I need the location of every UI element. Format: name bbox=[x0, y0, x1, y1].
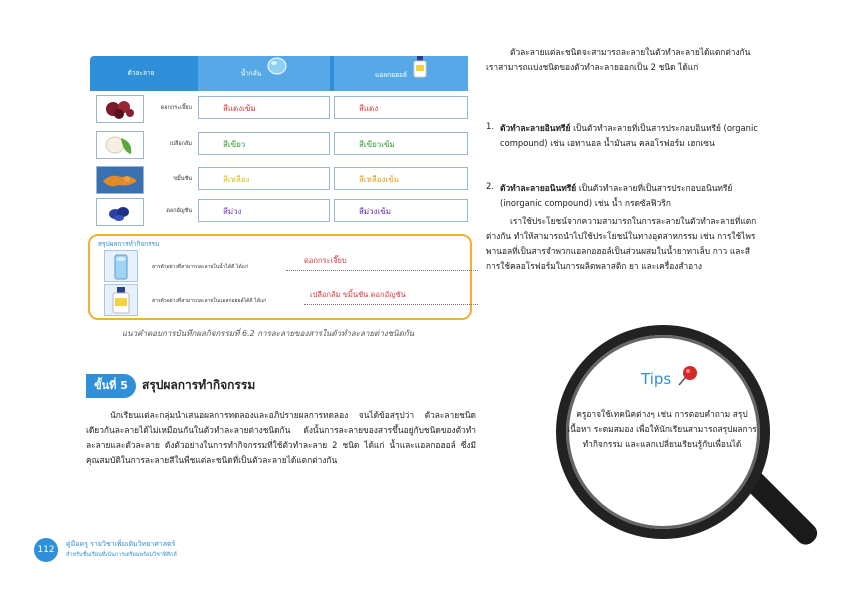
alcohol-bottle-icon bbox=[413, 56, 427, 94]
summary-row-water bbox=[104, 250, 464, 282]
alcohol-result: สีม่วงเข้ม bbox=[334, 199, 468, 222]
step-badge: ขั้นที่ 5 bbox=[86, 374, 136, 398]
table-row bbox=[90, 129, 468, 159]
summary-title: สรุปผลการทำกิจกรรม bbox=[98, 240, 160, 248]
solute-name: ดอกกระเจี๊ยบ bbox=[160, 105, 192, 111]
turmeric-image bbox=[96, 166, 144, 194]
pushpin-icon bbox=[676, 364, 700, 392]
table-row bbox=[90, 196, 468, 226]
list-item-heading: ตัวทำละลายอินทรีย์ bbox=[500, 123, 571, 133]
roselle-image bbox=[96, 95, 144, 123]
table-row bbox=[90, 93, 468, 123]
butterfly-pea-image bbox=[96, 198, 144, 226]
alcohol-result: สีเหลืองเข้ม bbox=[334, 167, 468, 190]
footer-title: คู่มือครู รายวิชาเพิ่มเติมวิทยาศาสตร์ bbox=[66, 540, 176, 548]
water-result: สีแดงเข้ม bbox=[198, 96, 330, 119]
header-water-label: น้ำกลั่น bbox=[240, 69, 262, 78]
list-item bbox=[500, 121, 762, 151]
summary-box bbox=[88, 234, 472, 320]
alcohol-bottle-image bbox=[104, 284, 138, 316]
list-item bbox=[500, 181, 762, 211]
intro-paragraph: ตัวละลายแต่ละชนิดจะสามารถละลายในตัวทำละลายได้แตกต่างกัน เราสามารถแบ่งชนิดของตัวทำละลายออกเป็น 2 ชนิด ได้แก่ bbox=[486, 47, 751, 72]
header-solute: ตัวละลาย bbox=[127, 69, 155, 77]
figure-caption: แนวคำตอบการบันทึกผลกิจกรรมที่ 6.2 การละลายของสารในตัวทำละลายต่างชนิดกัน bbox=[122, 329, 415, 338]
water-result: สีม่วง bbox=[198, 199, 330, 222]
water-beaker-icon bbox=[267, 56, 287, 91]
page-number: 112 bbox=[34, 538, 58, 562]
solute-name: เปลือกส้ม bbox=[169, 141, 192, 147]
table-header bbox=[90, 56, 468, 91]
header-water bbox=[198, 56, 330, 91]
water-result: สีเขียว bbox=[198, 132, 330, 155]
water-flask-image bbox=[104, 250, 138, 282]
summary-question-water: สารตัวอย่างที่สามารถละลายในน้ำได้ดี ได้แก่ bbox=[152, 264, 248, 270]
list-item-number: 1. bbox=[486, 121, 494, 131]
answer-line bbox=[304, 304, 478, 305]
solute-name: ดอกอัญชัน bbox=[166, 208, 192, 214]
usage-paragraph: เราใช้ประโยชน์จากความสามารถในการละลายในตัวทำละลายที่แตกต่างกัน ทำให้สามารถนำไปใช้ประโยชน์ในทางอุตสาหกรรม เช่น การใช้ไพรพานอลที่เป็นสารจำพวกแอลกอฮอล์เป็นส่วนผสมในน้ำยาทาเล็บ กาว และสี การใช้คลอโรฟอร์มในการผลิตพลาสติก ยา และเครื่องสำอาง bbox=[486, 216, 757, 271]
step-title: สรุปผลการทำกิจกรรม bbox=[142, 378, 256, 392]
water-result: สีเหลือง bbox=[198, 167, 330, 190]
alcohol-result: สีเขียวเข้ม bbox=[334, 132, 468, 155]
list-item-text: เป็นตัวทำละลายที่เป็นสารประกอบอินทรีย์ (organic compound) เช่น เอทานอล น้ำมันสน คลอโรฟอร์ม เฮกเซน bbox=[500, 123, 758, 148]
alcohol-result: สีแดง bbox=[334, 96, 468, 119]
summary-row-alcohol bbox=[104, 284, 464, 316]
answer-line bbox=[286, 270, 478, 271]
table-row bbox=[90, 164, 468, 194]
orange-peel-image bbox=[96, 131, 144, 159]
list-item-text: เป็นตัวทำละลายที่เป็นสารประกอบอนินทรีย์ (inorganic compound) เช่น น้ำ กรดซัลฟิวริก bbox=[500, 183, 733, 208]
header-alcohol bbox=[334, 56, 468, 91]
step-paragraph: นักเรียนแต่ละกลุ่มนำเสนอผลการทดลองและอภิปรายผลการทดลอง จนได้ข้อสรุปว่า ตัวละลายชนิดเดียวกันละลายได้ไม่เหมือนกันในตัวทำละลายต่างชนิดกัน ดังนั้นการละลายของสารขึ้นอยู่กับชนิดของตัวทำละลายและตัวละลาย ดังตัวอย่างในการทำกิจกรรมที่ใช้ตัวทำละลาย 2 ชนิด ได้แก่ น้ำและแอลกอฮอล์ ซึ่งมีคุณสมบัติในการละลายสีในพืชแต่ละชนิดที่เป็นตัวละลายได้แตกต่างกัน bbox=[86, 410, 476, 465]
solute-name: ขมิ้นชัน bbox=[173, 176, 192, 182]
tips-label: Tips bbox=[641, 370, 672, 388]
summary-answer-water: ดอกกระเจี๊ยบ bbox=[304, 256, 347, 265]
footer-subtitle: สำหรับชั้นเรียนที่เน้นการเตรียมพร้อมวิชาฟิสิกส์ bbox=[66, 552, 177, 558]
summary-question-alcohol: สารตัวอย่างที่สามารถละลายในแอลกอฮอล์ได้ดี ได้แก่ bbox=[152, 298, 267, 304]
summary-answer-alcohol: เปลือกส้ม ขมิ้นชัน ดอกอัญชัน bbox=[310, 290, 406, 299]
list-item-number: 2. bbox=[486, 181, 494, 191]
tips-text: ครูอาจใช้เทคนิคต่างๆ เช่น การตอบคำถาม สรุปเนื้อหา ระดมสมอง เพื่อให้นักเรียนสามารถสรุปผลการทำกิจกรรม และแลกเปลี่ยนเรียนรู้กับเพื่อนได้ bbox=[567, 409, 757, 449]
list-item-heading: ตัวทำละลายอนินทรีย์ bbox=[500, 183, 577, 193]
header-alcohol-label: แอลกอฮอล์ bbox=[375, 71, 407, 79]
